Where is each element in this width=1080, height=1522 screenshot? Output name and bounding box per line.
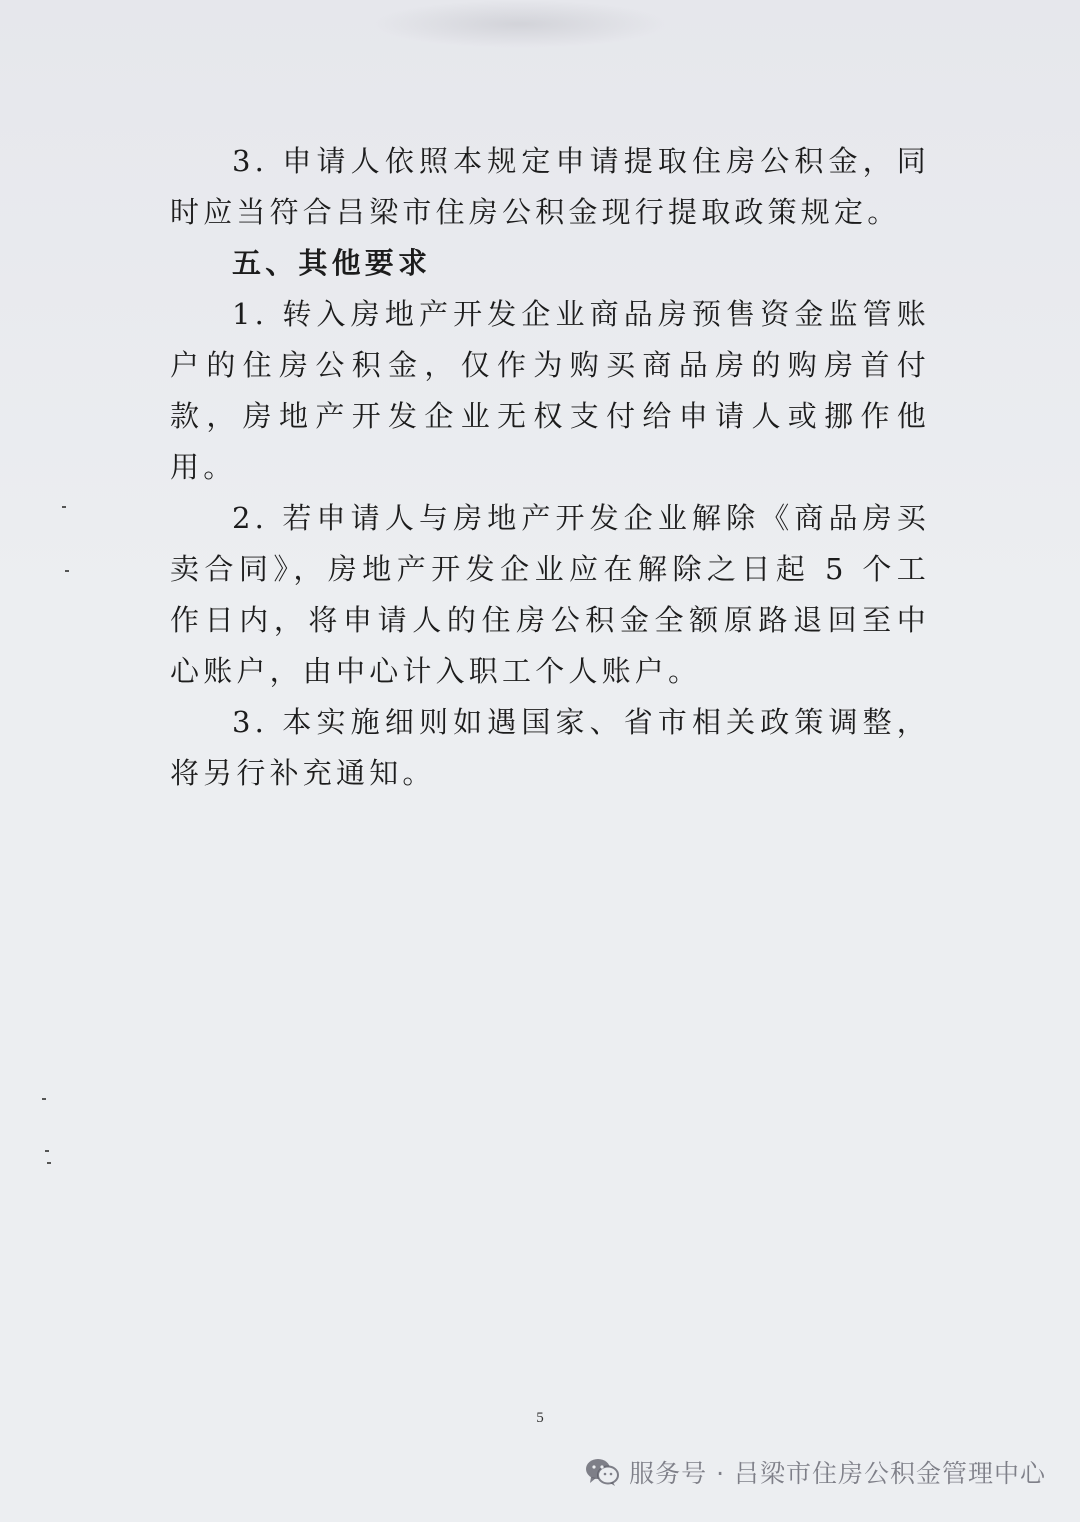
margin-mark (65, 570, 69, 572)
paragraph-item-3-adjustment: 3. 本实施细则如遇国家、省市相关政策调整，将另行补充通知。 (170, 705, 930, 790)
paragraph-item-1-funds: 1. 转入房地产开发企业商品房预售资金监管账户的住房公积金，仅作为购买商品房的购房首付款，房地产开发企业无权支付给申请人或挪作他用。 (170, 297, 930, 484)
margin-mark (45, 1150, 49, 1152)
wechat-icon (585, 1457, 619, 1487)
paragraph-item-3-policy: 3. 申请人依照本规定申请提取住房公积金，同时应当符合吕梁市住房公积金现行提取政策规定。 (170, 144, 930, 229)
margin-mark (47, 1162, 51, 1164)
paragraph-item-2-refund: 2. 若申请人与房地产开发企业解除《商品房买卖合同》，房地产开发企业应在解除之日起 5 个工作日内，将申请人的住房公积金全额原路退回至中心账户，由中心计入职工个人账户。 (170, 501, 930, 688)
page-number: 5 (536, 1410, 544, 1426)
margin-mark (62, 506, 66, 508)
section-heading-other-requirements: 五、其他要求 (232, 246, 432, 280)
scan-smudge (370, 0, 670, 48)
watermark-text: 服务号 · 吕梁市住房公积金管理中心 (629, 1459, 1046, 1488)
document-body (170, 136, 930, 799)
margin-mark (42, 1098, 46, 1100)
watermark (585, 1452, 1046, 1492)
